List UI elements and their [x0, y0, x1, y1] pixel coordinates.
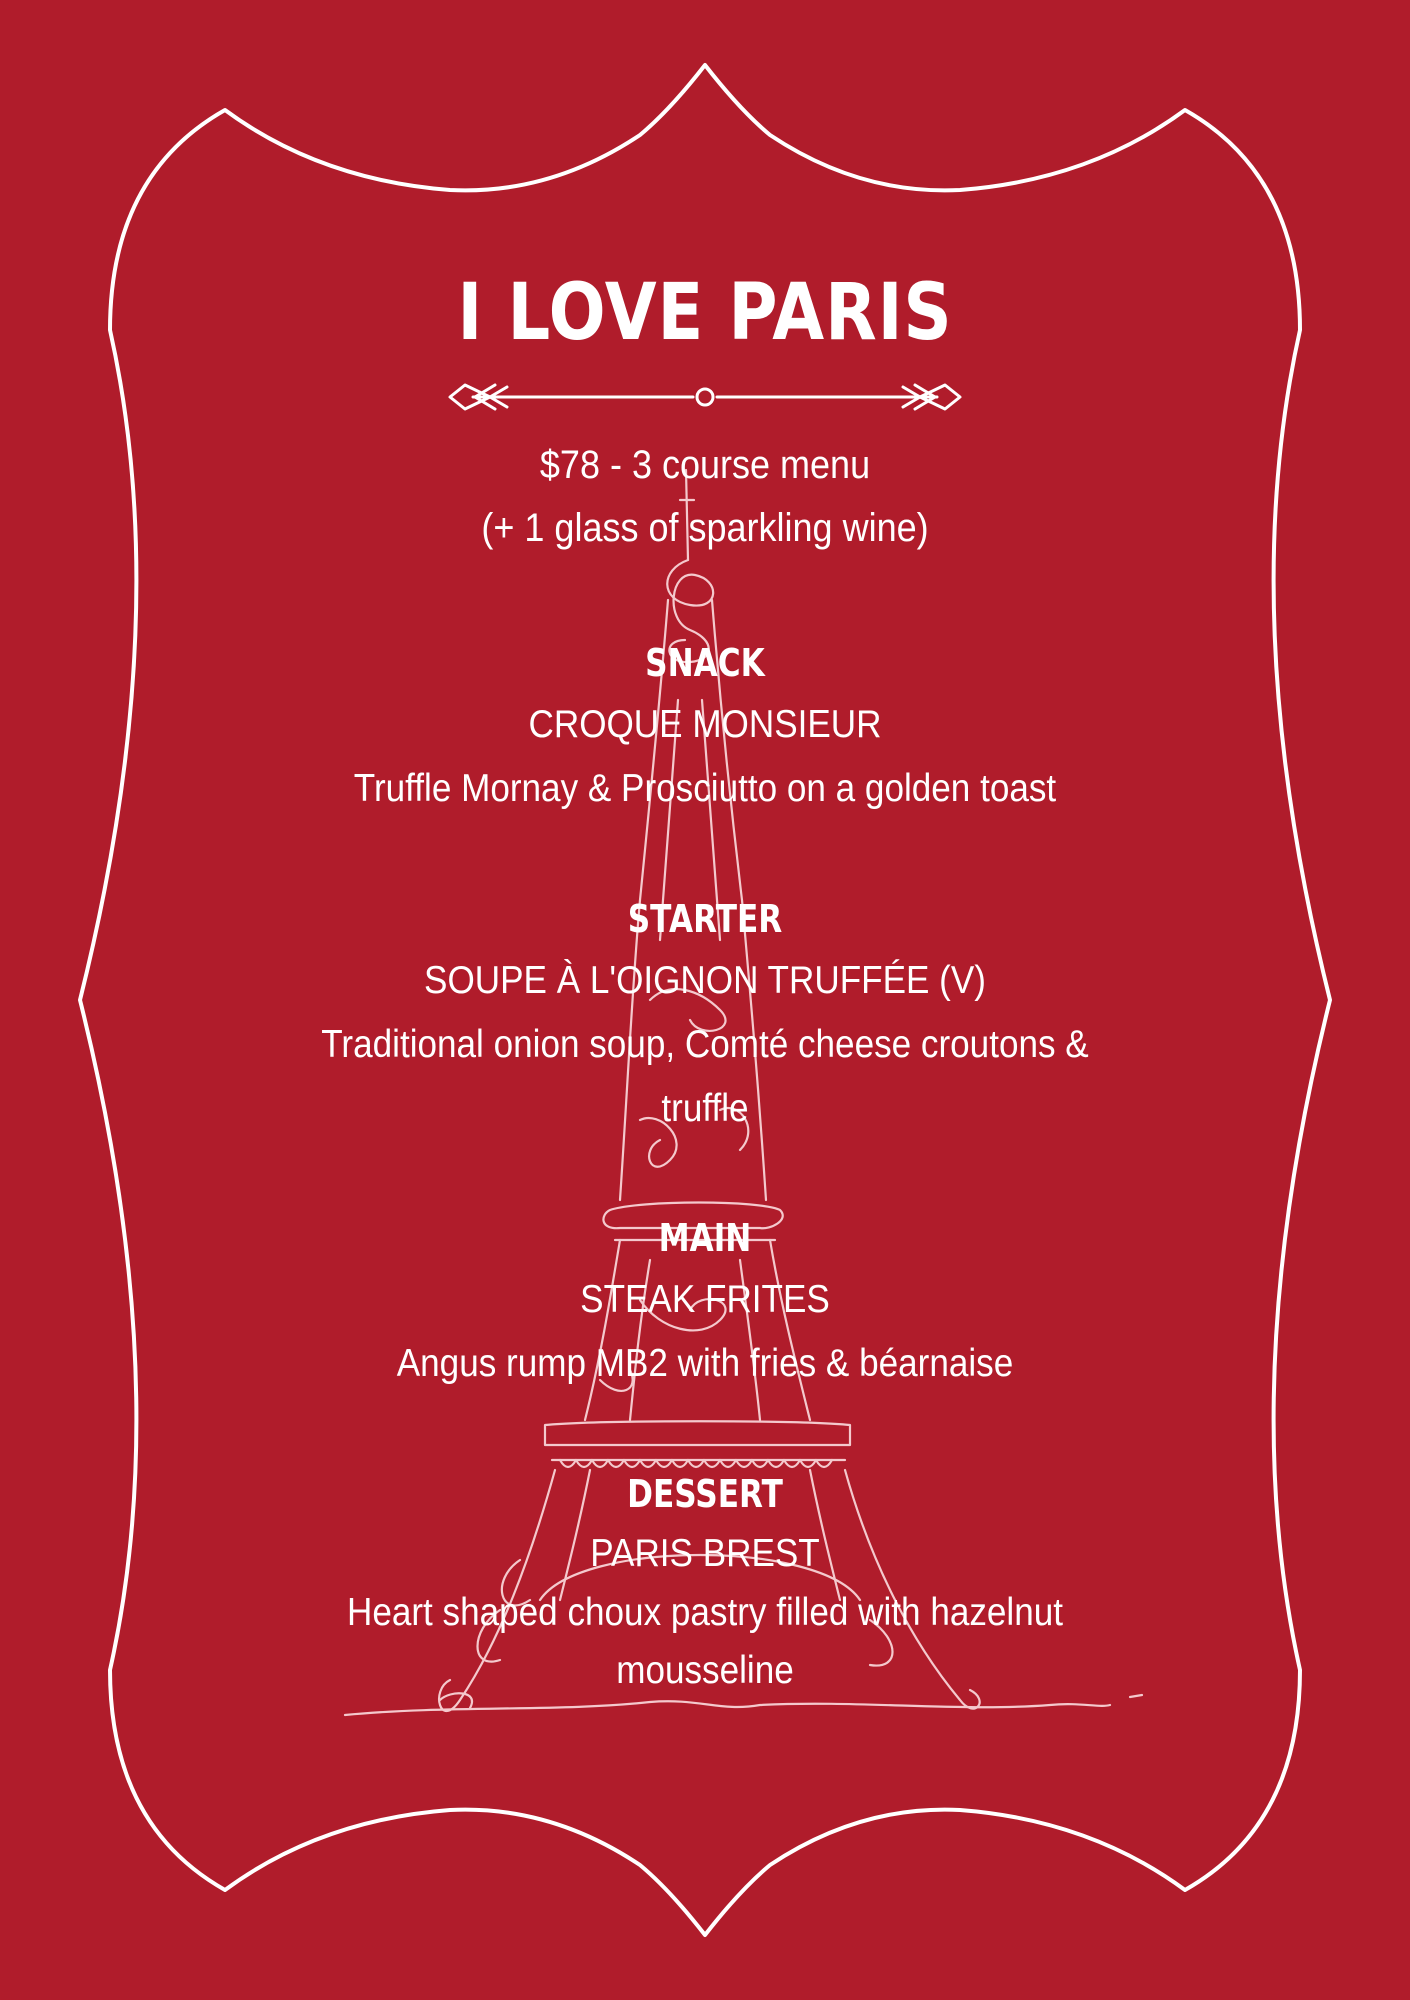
menu-section-dessert: [0, 1464, 1410, 1700]
price-line: $78 - 3 course menu: [539, 443, 871, 487]
dish-name: PARIS BREST: [590, 1532, 820, 1575]
section-heading: STARTER: [627, 897, 783, 941]
dish-description-line-2: truffle: [661, 1087, 749, 1130]
menu-section-main: [0, 1208, 1410, 1396]
dish-name: CROQUE MONSIEUR: [528, 703, 882, 746]
dish-description-line-2: mousseline: [616, 1649, 794, 1692]
section-heading: MAIN: [658, 1216, 752, 1260]
menu-title: I LOVE PARIS: [457, 268, 953, 358]
arrow-divider-icon: [445, 377, 965, 417]
dish-name: STEAK FRITES: [580, 1278, 830, 1321]
section-heading: DESSERT: [627, 1472, 783, 1516]
dish-description-line-1: Heart shaped choux pastry filled with hazelnut: [346, 1591, 1064, 1634]
menu-section-starter: [0, 889, 1410, 1141]
wine-line: (+ 1 glass of sparkling wine): [481, 506, 929, 550]
menu-section-snack: [0, 633, 1410, 821]
dish-description: Angus rump MB2 with fries & béarnaise: [396, 1342, 1014, 1385]
dish-description-line-1: Traditional onion soup, Comté cheese croutons &: [321, 1023, 1089, 1066]
dish-description: Truffle Mornay & Prosciutto on a golden toast: [353, 767, 1057, 810]
section-heading: SNACK: [645, 641, 765, 685]
dish-name: SOUPE À L'OIGNON TRUFFÉE (V): [424, 959, 986, 1002]
